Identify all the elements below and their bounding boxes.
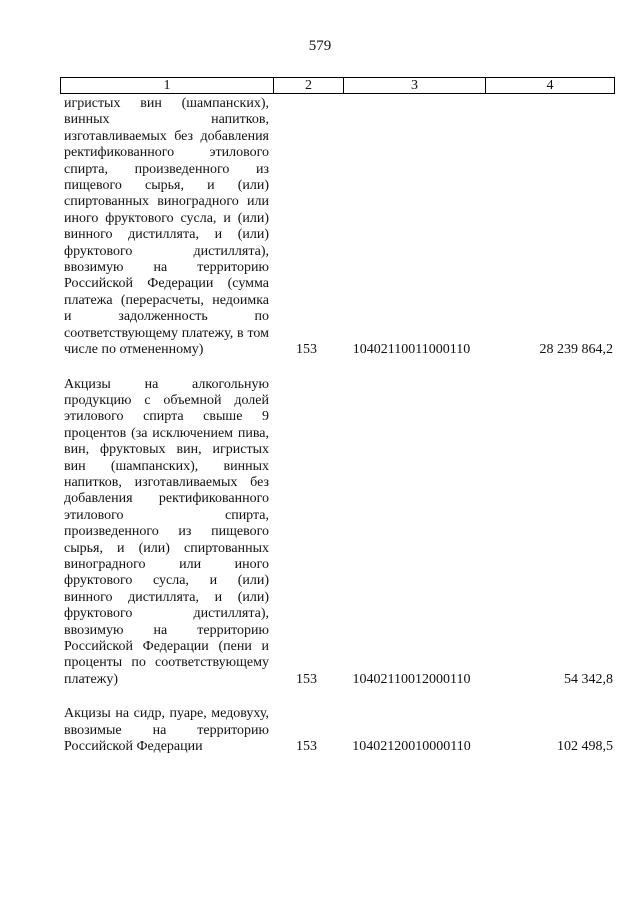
row-kbk-code: 10402110011000110: [352, 342, 471, 358]
row-kbk-code: 10402110012000110: [352, 671, 471, 687]
table-row: [60, 706, 615, 755]
column-header-1: 1: [61, 78, 274, 93]
row-description: Акцизы на алкогольную продукцию с объемной долей этилового спирта свыше 9 процентов (за исключением пива, вин, фруктовых вин, игристых вин (шампанских), винных напитков, изготавливаемых без добавления ректификованного этилового спирта, произведенного из пищевого сырья, и (или) спиртованных виноградного или иного фруктового сусла, и (или) винного дистиллята, и (или) фруктового дистиллята), ввозимую на территорию Российской Федерации (пени и проценты по соответствующему платежу): [64, 376, 269, 687]
row-amount: 102 498,5: [557, 739, 613, 755]
table-header-row: [60, 77, 615, 94]
row-description: игристых вин (шампанских), винных напитков, изготавливаемых без добавления ректификованного этилового спирта, произведенного из пищевого сырья, и (или) спиртованных виноградного или иного фруктового сусла, и (или) винного дистиллята, и (или) фруктового дистиллята), ввозимую на территорию Российской Федерации (сумма платежа (перерасчеты, недоимка и задолженность по соответствующему платежу, в том числе по отмененному): [64, 96, 269, 358]
table-row: [60, 377, 615, 689]
column-header-2: 2: [274, 78, 344, 93]
row-amount: 54 342,8: [564, 671, 613, 687]
table-row: [60, 96, 615, 359]
row-admin-code: 153: [296, 671, 317, 687]
row-admin-code: 153: [296, 739, 317, 755]
row-kbk-code: 10402120010000110: [352, 739, 471, 755]
column-header-4: 4: [546, 78, 554, 93]
page-number: 579: [308, 38, 332, 54]
row-admin-code: 153: [296, 342, 317, 358]
row-description: Акцизы на сидр, пуаре, медовуху, ввозимые на территорию Российской Федерации: [64, 706, 269, 755]
column-header-3: 3: [344, 78, 486, 93]
row-amount: 28 239 864,2: [539, 342, 613, 358]
table-body: [60, 96, 615, 755]
